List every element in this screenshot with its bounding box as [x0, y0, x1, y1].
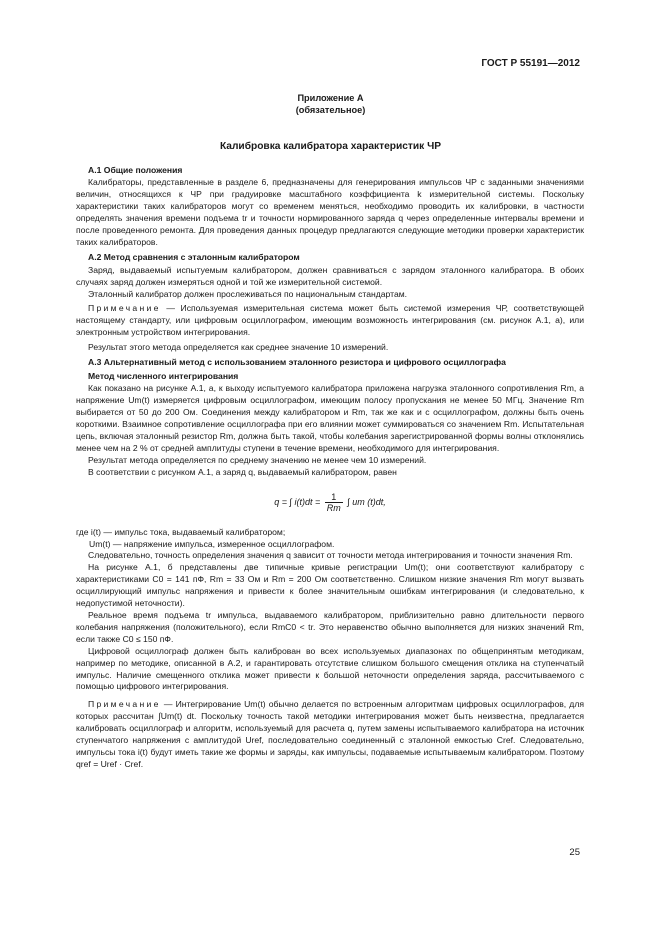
paragraph: Следовательно, точность определения значения q зависит от точности метода интегрирования и точности значения Rm. — [88, 550, 573, 561]
paragraph: Эталонный калибратор должен прослеживаться по национальным стандартам. — [88, 288, 408, 299]
charge-formula — [76, 488, 584, 516]
note-keyword: Примечание — [88, 699, 161, 710]
paragraph: Заряд, выдаваемый испытуемым калибратором, должен сравниваться с зарядом эталонного калибратора. В обоих случаях заряд должен измеряться одной и той же измерительной системой. — [76, 264, 584, 287]
appendix-label: Приложение А — [297, 93, 364, 103]
paragraph: Реальное время подъема tr импульса, выдаваемого калибратором, приблизительно равно длительности первого колебания напряжения (положительного), если RmC0 < tr. Это неравенство обычно выполняется для низких значений Rm, если также C0 ≤ 150 пФ. — [76, 610, 584, 644]
document-body — [76, 163, 584, 771]
section-heading-a3: А.3 Альтернативный метод с использованием эталонного резистора и цифрового осциллографа — [88, 357, 506, 368]
paragraph: Результат метода определяется по среднему значению не менее чем 10 измерений. — [88, 454, 427, 465]
paragraph: На рисунке А.1, б представлены две типичные кривые регистрации Um(t); они соответствуют калибратору с характеристиками C0 = 141 пФ, Rm = 33 Ом и Rm = 200 Ом соответственно. Слишком низкие значения Rm могут вызвать осциллирующий импульс напряжения и привести к более значительным ошибкам интегрирования (и следовательно, к недопустимой неточности). — [76, 562, 584, 609]
page-number: 25 — [569, 847, 580, 858]
note-text: — Используемая измерительная система может быть системой измерения ЧР, соответствующей настоящему стандарту, или цифровым осциллографом, имеющим возможность интегрирования (см. рисунок А.1, а), или электронным устройством интегрирования. — [76, 303, 584, 338]
paragraph: Результат этого метода определяется как среднее значение 10 измерений. — [88, 342, 389, 353]
fraction-numerator: 1 — [325, 492, 343, 503]
paragraph: Как показано на рисунке А.1, а, к выходу испытуемого калибратора приложена нагрузка эталонного сопротивления Rm, а напряжение Um(t) измеряется цифровым осциллографом, имеющим полосу пропускания не менее 50 МГц. Значение Rm выбирается от 50 до 200 Ом. Соединения между калибратором и Rm, так же как и с осциллографом, должны быть очень короткими. Взаимное сопротивление осциллографа при его влиянии может суммироваться со значением Rm. Испытательная цепь, включая эталонный резистор Rm, должна быть такой, чтобы колебания зарегистрированной формы волны отклонялись менее чем на 2 % от средней амплитуды ступени в течение времени, необходимого для интегрирования. — [76, 383, 584, 453]
note — [76, 699, 584, 770]
standard-header: ГОСТ Р 55191—2012 — [481, 58, 580, 69]
fraction-denominator: Rm — [326, 502, 341, 513]
paragraph: Калибраторы, представленные в разделе 6, предназначены для генерирования импульсов ЧР с заданными значениями величин, относящихся к ЧР при градуировке масштабного коэффициента k измерительной системы. Поскольку характеристики таких калибраторов могут со временем меняться, необходимо проводить их калибровки, в частности определять значения времени подъема tr и точности нормированного заряда q через определенные интервалы времени и после проведенного ремонта. Для проведения данных процедур предлагаются следующие методики проверки характеристик таких калибраторов. — [76, 177, 584, 247]
legend-line: где i(t) — импульс тока, выдаваемый калибратором; — [76, 526, 286, 537]
subsection-heading: Метод численного интегрирования — [88, 370, 239, 381]
note — [76, 303, 584, 339]
section-heading-a1: А.1 Общие положения — [88, 164, 183, 175]
note-text: — Интегрирование Um(t) обычно делается по встроенным алгоритмам цифровых осциллографов, для которых рассчитан ∫Um(t) dt. Поскольку точность такой методики интегрирования может быть неизвестна, предлагается калибровать осциллограф и алгоритм, используемый для расчета q, путем замены испытываемого калибратора на источник ступенчатого напряжения с амплитудой Uref, последовательно соединенный с эталонной емкостью Cref. Следовательно, импульсы тока i(t) будут иметь такие же формы и заряды, как импульсы, подаваемые испытываемым калибратором. Поэтому qref = Uref · Cref. — [76, 699, 584, 769]
legend-line: Um(t) — напряжение импульса, измеренное осциллографом. — [89, 538, 335, 549]
formula-lhs: q = ∫ i(t)dt = — [274, 496, 321, 507]
formula-fraction — [325, 492, 343, 513]
note-keyword: Примечание — [88, 303, 161, 314]
formula-rhs: ∫ um (t)dt, — [347, 496, 386, 507]
paragraph: В соответствии с рисунком А.1, а заряд q, выдаваемый калибратором, равен — [88, 466, 397, 477]
document-title: Калибровка калибратора характеристик ЧР — [219, 141, 442, 152]
appendix-status: (обязательное) — [295, 105, 366, 115]
paragraph: Цифровой осциллограф должен быть калиброван во всех используемых диапазонах по общепринятым методикам, например по методике, описанной в А.2, и гарантировать отсутствие слишком большого смещения отклика на ступенчатый импульс. Наличие смещенного отклика может привести к большой неточности определения заряда, рассчитываемого с помощью цифрового интегрирования. — [76, 645, 584, 692]
section-heading-a2: А.2 Метод сравнения с эталонным калибратором — [88, 251, 300, 262]
